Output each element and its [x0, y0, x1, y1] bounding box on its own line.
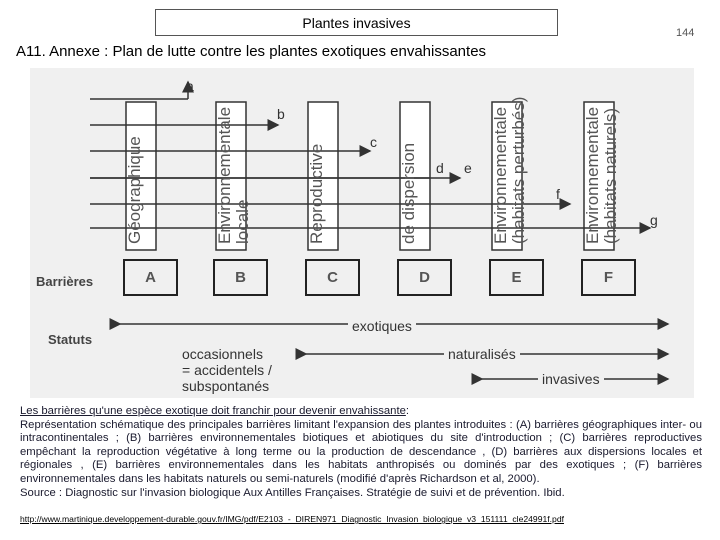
source-link[interactable]: http://www.martinique.developpement-durable.gouv.fr/IMG/pdf/E2103_-_DIREN971_Diagnostic_Invasion_biologique_v3_151111_cle24991f.pdf [20, 514, 564, 524]
barrier-box-a: A [123, 259, 178, 296]
caption-body: Représentation schématique des principales barrières limitant l'expansion des plantes introduites : (A) barrières géographiques inter- ou intracontinentales ; (B) barrières environnementales biotiques et abiotiques du site d'introduction ; (C) barrières reproductives empêchant la reproduction végétative à long terme ou la production de descendance , (D) barrières aux dispersions locales et régionales , (E) barrières environnementales dans les habitats anthropisés ou dominés par des exotiques ; (F) barrières environnementales dans les habitats naturels ou semi-naturels (modifié d'après Richardson et al, 2000). [20, 418, 702, 485]
column-label-dispersion: de dispersion [399, 142, 418, 244]
page-number: 144 [676, 27, 695, 39]
arrow-letter-e: e [464, 160, 472, 176]
caption-lead: Les barrières qu'une espèce exotique doit franchir pour devenir envahissante [20, 405, 406, 417]
status-invasives: invasives [538, 371, 604, 387]
column-label-reproductive: Reproductive [307, 143, 326, 244]
barrier-box-c: C [305, 259, 360, 296]
arrow-letter-f: f [556, 186, 560, 202]
arrow-letter-d: d [436, 160, 444, 176]
header-title-box [155, 9, 558, 36]
status-naturalises: naturalisés [444, 346, 520, 362]
column-label-habitats-naturels: Environnementale (habitats naturels) [583, 106, 620, 244]
arrow-letter-b: b [277, 106, 285, 122]
column-label-environnementale-locale: Environnementale locale [215, 106, 252, 244]
barrier-box-d: D [397, 259, 452, 296]
figure-caption [20, 405, 702, 500]
barriers-label: Barrières [36, 274, 94, 289]
arrow-letter-a: a [186, 78, 194, 94]
statuts-label: Statuts [48, 332, 93, 347]
column-label-geographique: Géographique [125, 136, 144, 244]
status-occasionnels: occasionnels = accidentels / subspontanés [182, 346, 272, 394]
column-label-habitats-perturbes: Environnementale (habitats perturbés) [491, 96, 528, 244]
barrier-box-b: B [213, 259, 268, 296]
status-exotiques: exotiques [348, 318, 416, 334]
barriers-figure [30, 68, 694, 398]
caption-source: Source : Diagnostic sur l'invasion biologique Aux Antilles Françaises. Stratégie de suivi et de prévention. Ibid. [20, 486, 565, 499]
arrow-letter-c: c [370, 134, 377, 150]
header-title: Plantes invasives [302, 14, 411, 31]
annex-title: A11. Annexe : Plan de lutte contre les plantes exotiques envahissantes [16, 43, 487, 60]
arrow-letter-g: g [650, 212, 658, 228]
caption-lead-suffix: : [405, 405, 410, 417]
barrier-box-f: F [581, 259, 636, 296]
barrier-box-e: E [489, 259, 544, 296]
